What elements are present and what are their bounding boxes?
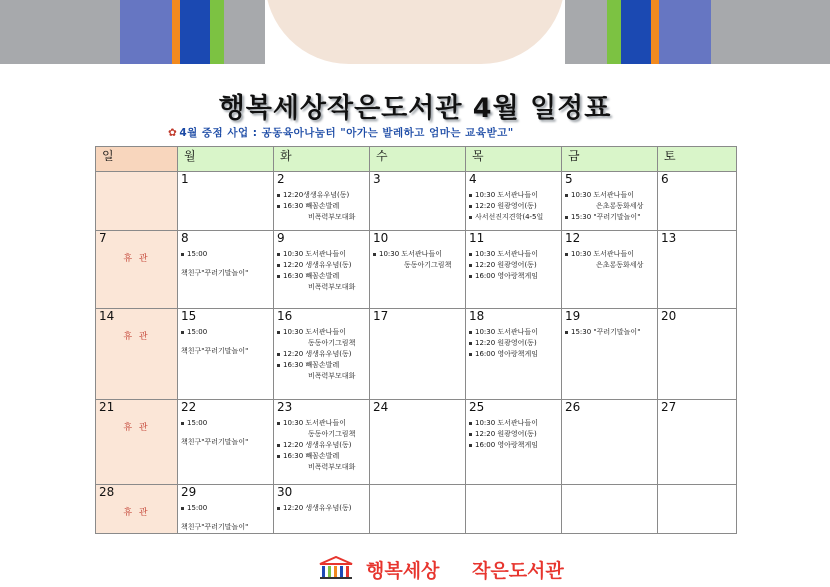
calendar-day-cell — [96, 400, 178, 485]
event-item — [565, 260, 657, 271]
event-item — [181, 327, 273, 338]
day-number: 10 — [373, 231, 389, 245]
calendar-day-cell — [658, 400, 737, 485]
holiday-label: 휴 관 — [123, 332, 150, 342]
event-text: 10:30 도서관나들이 — [571, 191, 634, 199]
calendar-day-cell — [562, 400, 658, 485]
flower-icon: ✿ — [168, 127, 178, 139]
bullet-icon — [565, 331, 568, 334]
calendar-day-cell — [466, 400, 562, 485]
day-number: 20 — [661, 309, 677, 323]
event-text: 은초롱동화세상 — [596, 202, 644, 210]
footer-logo — [318, 556, 638, 582]
day-number: 28 — [99, 485, 115, 499]
event-item — [277, 349, 369, 360]
day-number: 23 — [277, 400, 293, 414]
calendar-day-cell — [658, 231, 737, 309]
event-item — [277, 440, 369, 451]
bullet-icon — [469, 216, 472, 219]
day-number: 2 — [277, 172, 285, 186]
holiday-label: 휴 관 — [123, 423, 150, 433]
bullet-icon — [277, 194, 280, 197]
bullet-icon — [181, 253, 184, 256]
event-item — [469, 327, 561, 338]
calendar-day-cell — [466, 172, 562, 231]
calendar-day-cell — [274, 400, 370, 485]
event-item — [181, 503, 273, 514]
day-number: 29 — [181, 485, 197, 499]
event-text: 12:20 원광영어(동) — [475, 261, 537, 269]
event-text: 사서선진지견학(4-5일 — [475, 213, 544, 221]
day-number: 1 — [181, 172, 189, 186]
bullet-icon — [469, 205, 472, 208]
event-text: 10:30 도서관나들이 — [571, 250, 634, 258]
event-item — [469, 190, 561, 201]
calendar-day-cell — [178, 231, 274, 309]
event-text: 비폭력부모대화 — [308, 463, 356, 471]
day-number: 4 — [469, 172, 477, 186]
event-text: 은초롱동화세상 — [596, 261, 644, 269]
bullet-icon — [469, 194, 472, 197]
event-text: 16:30 빼꼼손발레 — [283, 452, 340, 460]
day-number: 8 — [181, 231, 189, 245]
calendar-day-cell — [370, 400, 466, 485]
calendar-day-cell — [370, 485, 466, 534]
calendar-table — [95, 146, 737, 534]
event-list — [181, 249, 273, 279]
bullet-icon — [469, 353, 472, 356]
event-list — [181, 327, 273, 357]
calendar-day-cell — [178, 400, 274, 485]
event-item — [469, 418, 561, 429]
bullet-icon — [469, 433, 472, 436]
event-list — [565, 327, 657, 338]
subtitle — [168, 125, 514, 140]
event-text: 동동아기그림책 — [308, 430, 356, 438]
holiday-label: 휴 관 — [123, 508, 150, 518]
bullet-icon — [181, 422, 184, 425]
event-text: 책친구"꾸러기말놀이" — [181, 438, 249, 446]
event-list — [277, 249, 369, 293]
day-number: 9 — [277, 231, 285, 245]
event-text: 비폭력부모대화 — [308, 213, 356, 221]
calendar-day-cell — [562, 309, 658, 400]
event-item — [469, 249, 561, 260]
day-number: 15 — [181, 309, 197, 323]
event-item — [469, 429, 561, 440]
calendar-day-cell — [178, 309, 274, 400]
bullet-icon — [565, 253, 568, 256]
day-number: 26 — [565, 400, 581, 414]
bullet-icon — [469, 444, 472, 447]
event-text: 16:30 빼꼼손발레 — [283, 202, 340, 210]
event-item — [469, 212, 561, 223]
calendar-day-cell — [370, 309, 466, 400]
calendar-day-cell — [274, 485, 370, 534]
calendar-week-row — [96, 309, 737, 400]
event-list — [469, 190, 561, 223]
bullet-icon — [277, 205, 280, 208]
event-item — [181, 268, 273, 279]
event-text: 16:30 빼꼼손발레 — [283, 272, 340, 280]
day-number: 18 — [469, 309, 485, 323]
event-item — [181, 522, 273, 533]
event-item — [565, 201, 657, 212]
event-text: 12:20 원광영어(동) — [475, 430, 537, 438]
event-item — [277, 271, 369, 282]
event-item — [277, 212, 369, 223]
calendar-week-row — [96, 485, 737, 534]
calendar-day-cell — [274, 231, 370, 309]
event-item — [277, 451, 369, 462]
footer-name-part2: 작은도서관 — [472, 560, 564, 582]
calendar-day-cell — [274, 309, 370, 400]
subtitle-text: 4월 중점 사업 : 공동육아나눔터 "아가는 발레하고 엄마는 교육받고" — [179, 127, 514, 139]
calendar-day-cell — [96, 309, 178, 400]
event-item — [373, 249, 465, 260]
event-text: 동동아기그림책 — [308, 339, 356, 347]
day-number: 24 — [373, 400, 389, 414]
event-text: 10:30 도서관나들이 — [475, 419, 538, 427]
weekday-header: 월 — [178, 147, 274, 172]
calendar-day-cell — [562, 485, 658, 534]
event-text: 16:00 영아랑책게임 — [475, 350, 538, 358]
calendar-day-cell — [562, 231, 658, 309]
event-text: 15:30 "꾸러기말놀이" — [571, 213, 641, 221]
bullet-icon — [277, 275, 280, 278]
event-item — [469, 440, 561, 451]
bullet-icon — [277, 455, 280, 458]
day-number: 19 — [565, 309, 581, 323]
event-list — [373, 249, 465, 271]
weekday-header-row — [96, 147, 737, 172]
weekday-header: 화 — [274, 147, 370, 172]
bullet-icon — [469, 422, 472, 425]
event-text: 10:30 도서관나들이 — [475, 328, 538, 336]
weekday-header: 수 — [370, 147, 466, 172]
holiday-label: 휴 관 — [123, 254, 150, 264]
bullet-icon — [277, 264, 280, 267]
event-text: 15:00 — [187, 419, 208, 427]
library-icon — [318, 556, 354, 580]
calendar-day-cell — [178, 172, 274, 231]
event-item — [277, 190, 369, 201]
bullet-icon — [469, 253, 472, 256]
event-text: 비폭력부모대화 — [308, 372, 356, 380]
calendar-day-cell — [370, 172, 466, 231]
event-text: 16:00 영아랑책게임 — [475, 272, 538, 280]
event-text: 책친구"꾸러기말놀이" — [181, 523, 249, 531]
bullet-icon — [565, 216, 568, 219]
event-text: 12:20 생생유우념(동) — [283, 504, 352, 512]
day-number: 3 — [373, 172, 381, 186]
event-text: 10:30 도서관나들이 — [475, 191, 538, 199]
event-item — [277, 260, 369, 271]
event-list — [181, 503, 273, 533]
event-text: 12:20생생유우념(동) — [283, 191, 350, 199]
event-text: 16:30 빼꼼손발레 — [283, 361, 340, 369]
calendar-day-cell — [274, 172, 370, 231]
event-item — [277, 418, 369, 429]
event-text: 12:20 생생유우념(동) — [283, 261, 352, 269]
event-item — [181, 249, 273, 260]
calendar-day-cell — [466, 231, 562, 309]
bullet-icon — [469, 331, 472, 334]
day-number — [658, 485, 736, 486]
event-list — [181, 418, 273, 448]
calendar-day-cell — [96, 172, 178, 231]
event-item — [565, 249, 657, 260]
event-item — [373, 260, 465, 271]
day-number: 5 — [565, 172, 573, 186]
calendar-day-cell — [96, 485, 178, 534]
event-item — [277, 360, 369, 371]
calendar-day-cell — [658, 172, 737, 231]
bullet-icon — [277, 444, 280, 447]
weekday-header: 일 — [96, 147, 178, 172]
header-banner — [0, 0, 830, 64]
event-item — [277, 462, 369, 473]
event-item — [565, 212, 657, 223]
calendar-day-cell — [178, 485, 274, 534]
event-text: 16:00 영아랑책게임 — [475, 441, 538, 449]
bullet-icon — [277, 364, 280, 367]
event-list — [277, 503, 369, 514]
calendar-day-cell — [658, 485, 737, 534]
event-list — [469, 418, 561, 451]
event-item — [277, 249, 369, 260]
event-list — [277, 327, 369, 382]
event-text: 10:30 도서관나들이 — [379, 250, 442, 258]
event-text: 15:00 — [187, 504, 208, 512]
calendar-day-cell — [370, 231, 466, 309]
bullet-icon — [277, 253, 280, 256]
day-number: 25 — [469, 400, 485, 414]
event-text: 12:20 생생유우념(동) — [283, 441, 352, 449]
event-text: 책친구"꾸러기말놀이" — [181, 347, 249, 355]
event-text: 15:00 — [187, 250, 208, 258]
event-item — [277, 429, 369, 440]
event-item — [277, 327, 369, 338]
day-number — [96, 172, 177, 173]
event-text: 12:20 원광영어(동) — [475, 202, 537, 210]
bullet-icon — [469, 342, 472, 345]
day-number: 21 — [99, 400, 115, 414]
event-item — [565, 190, 657, 201]
event-item — [565, 327, 657, 338]
day-number: 22 — [181, 400, 197, 414]
event-text: 12:20 원광영어(동) — [475, 339, 537, 347]
weekday-header: 금 — [562, 147, 658, 172]
day-number: 7 — [99, 231, 107, 245]
bullet-icon — [277, 353, 280, 356]
event-text: 10:30 도서관나들이 — [283, 419, 346, 427]
bullet-icon — [565, 194, 568, 197]
bullet-icon — [373, 253, 376, 256]
day-number: 30 — [277, 485, 293, 499]
calendar-day-cell — [466, 309, 562, 400]
event-list — [565, 249, 657, 271]
footer-name-part1: 행복세상 — [366, 560, 440, 582]
bullet-icon — [277, 331, 280, 334]
day-number: 13 — [661, 231, 677, 245]
event-item — [181, 346, 273, 357]
calendar-day-cell — [96, 231, 178, 309]
event-item — [469, 349, 561, 360]
page-title: 행복세상작은도서관 4월 일정표 — [218, 93, 612, 124]
day-number: 16 — [277, 309, 293, 323]
event-item — [469, 271, 561, 282]
event-item — [181, 418, 273, 429]
bullet-icon — [277, 507, 280, 510]
event-item — [277, 201, 369, 212]
event-item — [469, 201, 561, 212]
bullet-icon — [469, 264, 472, 267]
event-text: 비폭력부모대화 — [308, 283, 356, 291]
day-number: 14 — [99, 309, 115, 323]
event-item — [181, 437, 273, 448]
bullet-icon — [181, 507, 184, 510]
day-number: 11 — [469, 231, 485, 245]
event-item — [277, 503, 369, 514]
day-number: 27 — [661, 400, 677, 414]
calendar-week-row — [96, 400, 737, 485]
calendar-week-row — [96, 231, 737, 309]
event-text: 12:20 생생유우념(동) — [283, 350, 352, 358]
event-list — [277, 190, 369, 223]
calendar-week-row — [96, 172, 737, 231]
event-item — [277, 338, 369, 349]
calendar-day-cell — [658, 309, 737, 400]
event-text: 10:30 도서관나들이 — [475, 250, 538, 258]
day-number — [370, 485, 465, 486]
day-number: 12 — [565, 231, 581, 245]
day-number — [466, 485, 561, 486]
calendar-day-cell — [466, 485, 562, 534]
event-text: 15:00 — [187, 328, 208, 336]
day-number: 17 — [373, 309, 389, 323]
event-item — [469, 260, 561, 271]
event-text: 동동아기그림책 — [404, 261, 452, 269]
event-list — [277, 418, 369, 473]
event-text: 10:30 도서관나들이 — [283, 250, 346, 258]
event-list — [469, 327, 561, 360]
weekday-header: 목 — [466, 147, 562, 172]
bullet-icon — [277, 422, 280, 425]
bullet-icon — [469, 275, 472, 278]
calendar-day-cell — [562, 172, 658, 231]
event-item — [277, 282, 369, 293]
event-text: 10:30 도서관나들이 — [283, 328, 346, 336]
bullet-icon — [181, 331, 184, 334]
day-number: 6 — [661, 172, 669, 186]
event-item — [277, 371, 369, 382]
weekday-header: 토 — [658, 147, 737, 172]
event-list — [565, 190, 657, 223]
event-text: 15:30 "꾸러기말놀이" — [571, 328, 641, 336]
event-text: 책친구"꾸러기말놀이" — [181, 269, 249, 277]
event-list — [469, 249, 561, 282]
day-number — [562, 485, 657, 486]
event-item — [469, 338, 561, 349]
